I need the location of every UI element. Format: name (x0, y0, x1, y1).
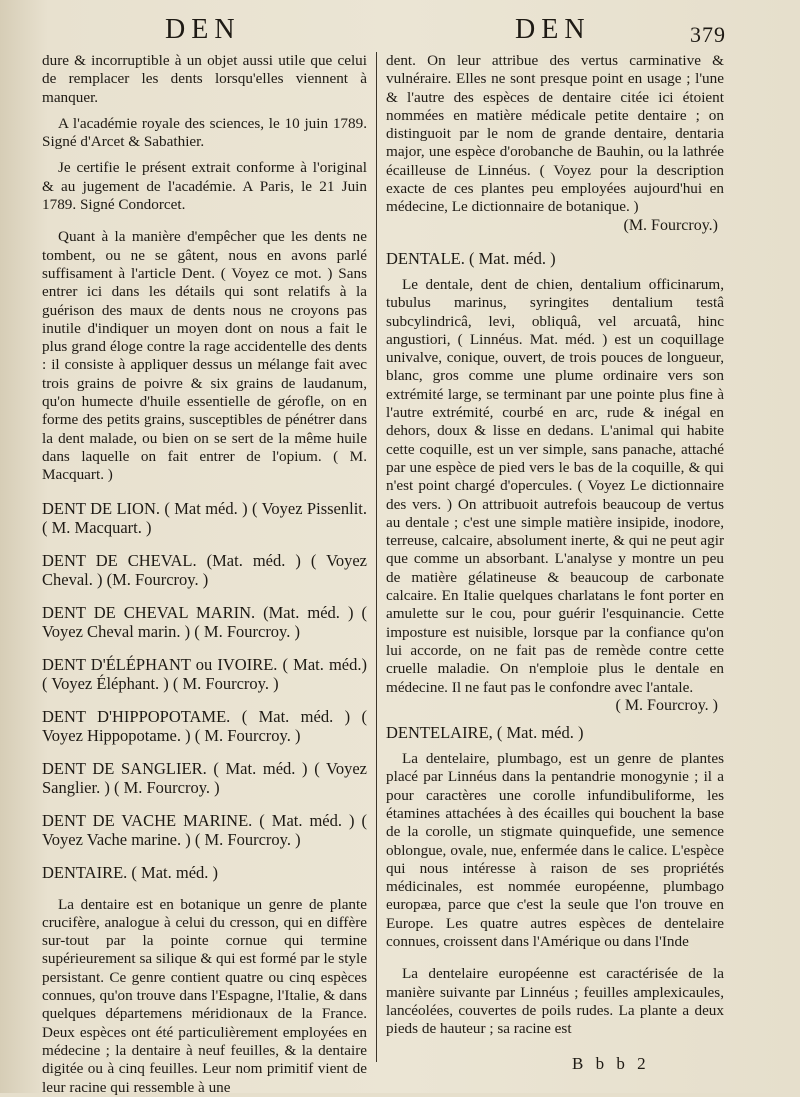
left-column-paragraph: DENTAIRE. ( Mat. méd. ) (42, 862, 219, 882)
right-column-paragraph: Le dentale, dent de chien, dentalium officinarum, tubulus marinus, syringites dentalium testâ subcylindricâ, levi, obliquâ, vel arcuatâ, hinc angustiori, ( Linnéus. Mat. méd. ) est un coquillage univalve, conique, ouvert, de trois pouces de longueur, blanc, gros comme une plume ordinaire vers son extrémité large, se terminant par une pointe plus fine à l'autre extrémité, courbé en arc, rude & inégal en dehors, doux & lisse en dedans. L'animal qui habite cette coquille, est un ver simple, sans panache, attaché par une espèce de pied vers le bas de la coquille, & qui n'est point chargé d'opercules. ( Voyez Le dictionnaire des vers. ) On attribuoit autrefois beaucoup de vertus au dentale ; c'est une simple matière insipide, inodore, terreuse, calcaire, absolument inerte, & qui ne peut agir que comme un absorbant. L'analyse y montre un peu de matière gélatineuse & beaucoup de carbonate calcaire. En Italie quelques charlatans le font porter en amulette sur le cou, pour guérir l'esquinancie. Cette imposture est nuisible, lorsque par la confiance qu'on lui accorde, on ne fait pas de remède contre cette cruelle maladie. On n'emploie plus le dentale en médecine. Il ne faut pas le confondre avec l'antale. (386, 275, 724, 696)
column-divider (376, 52, 377, 1062)
right-column-paragraph: ( M. Fourcroy. ) (615, 696, 718, 714)
left-column-paragraph: La dentaire est en botanique un genre de plante crucifère, analogue à celui du cresson, qui en diffère sur-tout par la pointe cornue qui termine supérieurement sa silique & qui est formé par le style persistant. Ce genre contient quatre ou cinq espèces connues, qu'on trouve dans l'Espagne, l'Italie, & dans quelques départemens méridionaux de la France. Deux espèces ont été particulièrement employées en médecine ; la dentaire à neuf feuilles, & la dentaire digitée ou à cinq feuilles. Leur nom primitif vient de leur racine qui ressemble à une (42, 895, 367, 1096)
page-number: 379 (690, 22, 726, 47)
left-column-paragraph: DENT DE VACHE MARINE. ( Mat. méd. ) ( Voyez Vache marine. ) ( M. Fourcroy. ) (42, 810, 367, 849)
left-column-paragraph: DENT DE LION. ( Mat méd. ) ( Voyez Pissenlit. ( M. Macquart. ) (42, 498, 367, 537)
running-head-right: DEN (515, 14, 591, 45)
left-column-paragraph: DENT D'HIPPOPOTAME. ( Mat. méd. ) ( Voyez Hippopotame. ) ( M. Fourcroy. ) (42, 706, 367, 745)
right-column-paragraph: (M. Fourcroy.) (623, 216, 718, 234)
left-column-paragraph: DENT DE CHEVAL MARIN. (Mat. méd. ) ( Voyez Cheval marin. ) ( M. Fourcroy. ) (42, 602, 367, 641)
left-column-paragraph: Quant à la manière d'empêcher que les dents ne tombent, ou ne se gâtent, nous en avons parlé suffisament à l'article Dent. ( Voyez ce mot. ) Sans entrer ici dans les détails qui sont relatifs à la guérison des maux de dents nous ne croyons pas inutile d'indiquer un moyen dont on nous a fait le plus grand éloge contre la rage accidentelle des dents : il consiste à appliquer dessus un mélange fait avec trois grains de poivre & six grains de laudanum, qu'on humecte d'huile essentielle de gérofle, on en forme des petits grains, susceptibles de pénétrer dans la dent malade, ou bien on se sert de la même huile dans laquelle on fait entrer de l'opium. ( M. Macquart. ) (42, 228, 367, 484)
left-column-paragraph: DENT DE SANGLIER. ( Mat. méd. ) ( Voyez Sanglier. ) ( M. Fourcroy. ) (42, 758, 367, 797)
right-column (386, 52, 724, 1039)
right-column-paragraph: La dentelaire européenne est caractérisée de la manière suivante par Linnéus ; feuilles amplexicaules, lancéolées, couvertes de poils rudes. La plante a deux pieds de hauteur ; sa racine est (386, 965, 724, 1038)
left-column-paragraph: dure & incorruptible à un objet aussi utile que celui de remplacer les dents lorsqu'elles viennent à manquer. (42, 52, 367, 106)
left-column (42, 52, 367, 1097)
signature-mark: B b b 2 (572, 1054, 650, 1073)
left-column-paragraph: DENT DE CHEVAL. (Mat. méd. ) ( Voyez Cheval. ) (M. Fourcroy. ) (42, 550, 367, 589)
left-column-paragraph: Je certifie le présent extrait conforme à l'original & au jugement de l'académie. A Paris, le 21 Juin 1789. Signé Condorcet. (42, 159, 367, 214)
right-column-paragraph: dent. On leur attribue des vertus carminative & vulnéraire. Elles ne sont presque point en usage ; l'une & l'autre des espèces de dentaire citée ici étoient nommées en matière médicale petite dentaire ; on distinguoit par le nom de grande dentaire, dentaria major, une espèce d'orobanche de Bauhin, ou la lathrée écailleuse de Linnéus. ( Voyez pour la description exacte de ces plantes peu employées aujourd'hui en médecine, Le dictionnaire de botanique. ) (386, 52, 724, 216)
left-column-paragraph: A l'académie royale des sciences, le 10 juin 1789. Signé d'Arcet & Sabathier. (42, 114, 367, 151)
right-column-paragraph: DENTALE. ( Mat. méd. ) (386, 248, 556, 268)
right-column-paragraph: La dentelaire, plumbago, est un genre de plantes placé par Linnéus dans la pentandrie monogynie ; il a pour caractères une corolle infundibuliforme, les étamines attachées à des écailles qui bouchent la base de la corolle, un stigmate quinquefide, une semence oblongue, ovale, nue, enfermée dans le calice. L'espèce qui nous intéresse à raison de ses propriétés médicinales, est nommée européenne, plumbago europæa, parce que c'est la seule que l'on trouve en Europe. Les quatre autres espèces de dentelaire connues, croissent dans l'Amérique ou dans l'Inde (386, 750, 724, 951)
running-head-left: DEN (165, 14, 241, 45)
left-column-paragraph: DENT D'ÉLÉPHANT ou IVOIRE. ( Mat. méd.) ( Voyez Éléphant. ) ( M. Fourcroy. ) (42, 654, 367, 693)
right-column-paragraph: DENTELAIRE, ( Mat. méd. ) (386, 723, 584, 743)
